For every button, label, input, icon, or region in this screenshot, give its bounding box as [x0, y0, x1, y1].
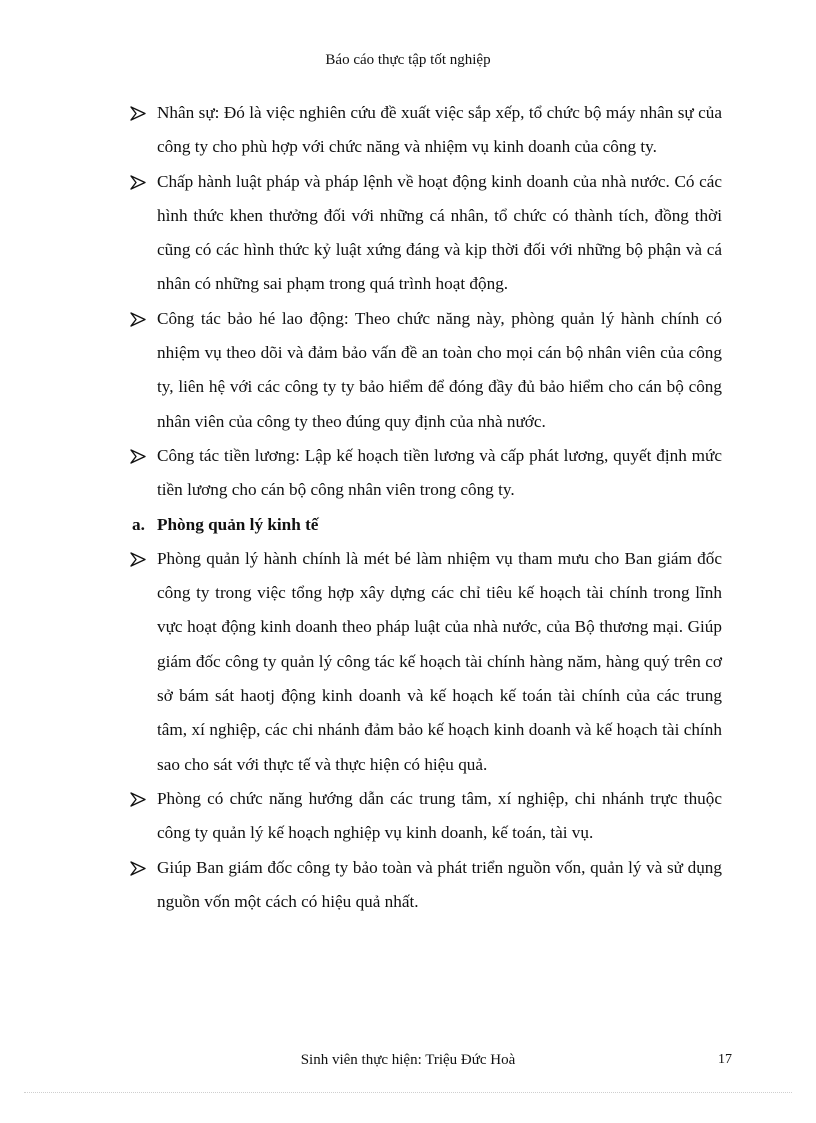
page-edge-divider: [24, 1092, 792, 1093]
bullet-item-economic-dept-role: [128, 542, 722, 782]
arrow-bullet-icon: [130, 861, 146, 876]
arrow-bullet-icon: [130, 449, 146, 464]
bullet-item-labor-protection: [128, 302, 722, 439]
bullet-item-salary: [128, 439, 722, 508]
footer-author: Sinh viên thực hiện: Triệu Đức Hoà: [300, 1052, 516, 1068]
bullet-text: Giúp Ban giám đốc công ty bảo toàn và phát triển nguồn vốn, quản lý và sử dụng nguồn vốn một cách có hiệu quả nhất.: [157, 857, 722, 911]
arrow-bullet-icon: [130, 106, 146, 121]
bullet-item-personnel: [128, 96, 722, 165]
bullet-text: Phòng quản lý hành chính là mét bé làm nhiệm vụ tham mưu cho Ban giám đốc công ty trong việc tổng hợp xây dựng các chỉ tiêu kế hoạch tài chính trong lĩnh vực hoạt động kinh doanh theo pháp luật của nhà nước, của Bộ thương mại. Giúp giám đốc công ty quản lý công tác kế hoạch tài chính hàng năm, hàng quý trên cơ sở bám sát haotj động kinh doanh và kế hoạch kế toán tài chính của các trung tâm, xí nghiệp, các chi nhánh đảm bảo kế hoạch kinh doanh và kế hoạch tài chính sao cho sát với thực tế và thực hiện có hiệu quả.: [157, 548, 722, 774]
bullet-item-law-compliance: [128, 165, 722, 302]
bullet-text: Chấp hành luật pháp và pháp lệnh về hoạt động kinh doanh của nhà nước. Có các hình thức khen thưởng đối với những cá nhân, tổ chức có thành tích, đồng thời cũng có các hình thức kỷ luật xứng đáng và kịp thời đối với những bộ phận và cá nhân có những sai phạm trong quá trình hoạt động.: [157, 171, 722, 294]
arrow-bullet-icon: [130, 175, 146, 190]
page-header: Báo cáo thực tập tốt nghiệp: [325, 52, 491, 68]
section-heading: [128, 508, 722, 542]
bullet-item-capital: [128, 851, 722, 920]
bullet-text: Phòng có chức năng hướng dẫn các trung tâm, xí nghiệp, chi nhánh trực thuộc công ty quản lý kế hoạch nghiệp vụ kinh doanh, kế toán, tài vụ.: [157, 788, 722, 843]
bullet-text: Công tác tiền lương: Lập kế hoạch tiền lương và cấp phát lương, quyết định mức tiền lương cho cán bộ công nhân viên trong công ty.: [157, 445, 722, 500]
document-body: [128, 96, 722, 919]
section-marker: a.: [132, 514, 145, 534]
page-number: 17: [718, 1052, 732, 1067]
section-heading-text: Phòng quản lý kinh tế: [157, 514, 319, 534]
arrow-bullet-icon: [130, 312, 146, 327]
arrow-bullet-icon: [130, 792, 146, 807]
bullet-text: Công tác bảo hé lao động: Theo chức năng này, phòng quản lý hành chính có nhiệm vụ theo dõi và đảm bảo vấn đề an toàn cho mọi cán bộ nhân viên của công ty, liên hệ với các công ty ty bảo hiểm để đóng đầy đủ bảo hiểm cho cán bộ công nhân viên của công ty theo đúng quy định của nhà nước.: [157, 308, 722, 431]
bullet-text: Nhân sự: Đó là việc nghiên cứu đề xuất việc sắp xếp, tổ chức bộ máy nhân sự của công ty cho phù hợp với chức năng và nhiệm vụ kinh doanh của công ty.: [157, 103, 722, 157]
arrow-bullet-icon: [130, 552, 146, 567]
bullet-item-guidance: [128, 782, 722, 851]
